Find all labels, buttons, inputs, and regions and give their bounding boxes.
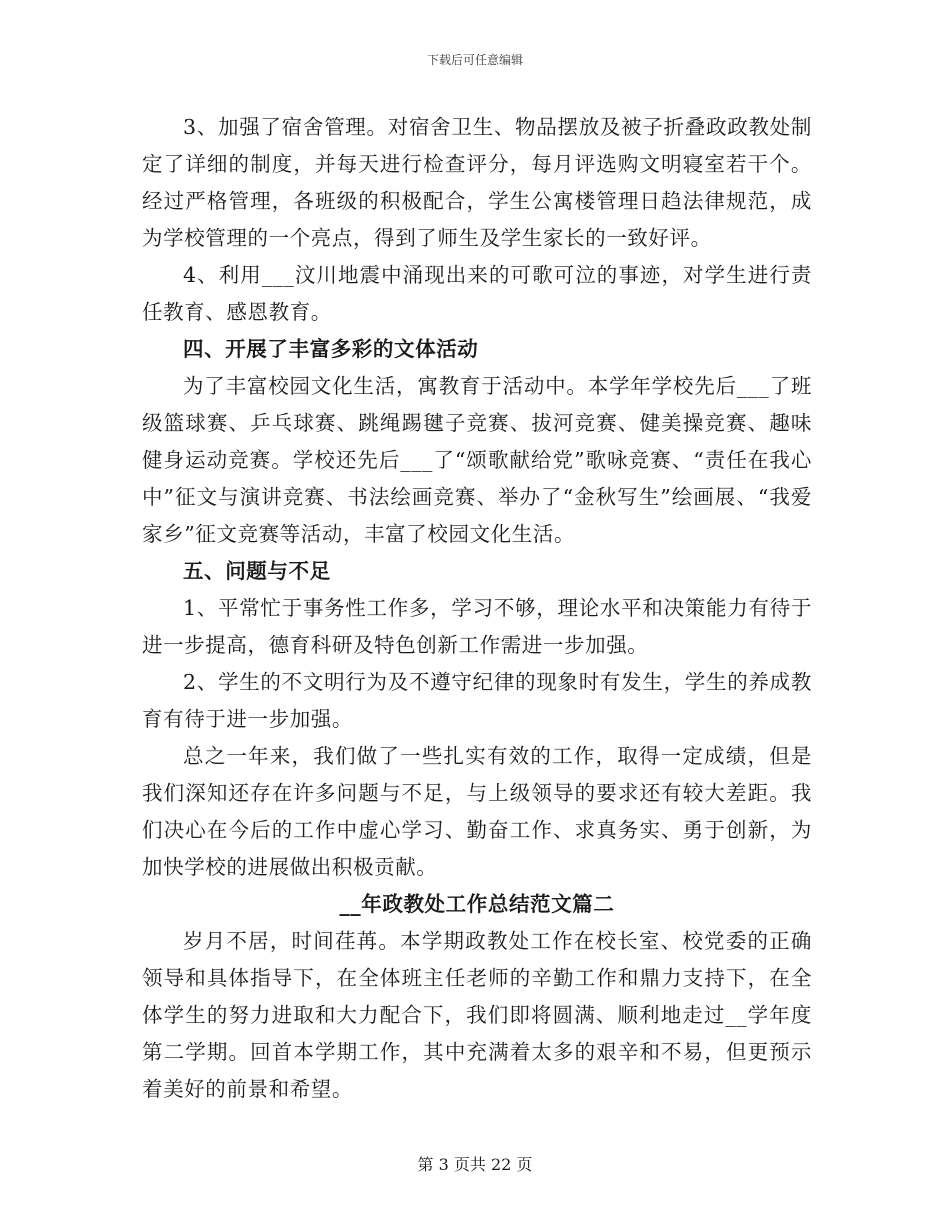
page-number: 第 3 页共 22 页 (417, 1155, 533, 1174)
page-header: 下载后可任意编辑 (426, 53, 523, 67)
article-title-part-two: __年政教处工作总结范文篇二 (339, 892, 615, 916)
paragraph-problem-1: 1、平常忙于事务性工作多，学习不够，理论水平和决策能力有待于进一步提高，德育科研及特色创新工作需进一步加强。 (142, 596, 812, 657)
paragraph-activities: 为了丰富校园文化生活，寓教育于活动中。本学年学校先后___了班级篮球赛、乒乓球赛、跳绳踢毽子竞赛、拔河竞赛、健美操竞赛、趣味健身运动竞赛。学校还先后___了“颂歌献给党”歌咏竞赛、“责任在我心中”征文与演讲竞赛、书法绘画竞赛、举办了“金秋写生”绘画展、“我爱家乡”征文竞赛等活动，丰富了校园文化生活。 (142, 374, 812, 546)
section-heading-problems: 五、问题与不足 (183, 559, 331, 583)
paragraph-earthquake-education: 4、利用___汶川地震中涌现出来的可歌可泣的事迹，对学生进行责任教育、感恩教育。 (142, 263, 812, 324)
section-heading-activities: 四、开展了丰富多彩的文体活动 (183, 337, 479, 361)
paragraph-conclusion: 总之一年来，我们做了一些扎实有效的工作，取得一定成绩，但是我们深知还存在许多问题与不足，与上级领导的要求还有较大差距。我们决心在今后的工作中虚心学习、勤奋工作、求真务实、勇于创新，为加快学校的进展做出积极贡献。 (142, 744, 812, 879)
paragraph-problem-2: 2、学生的不文明行为及不遵守纪律的现象时有发生，学生的养成教育有待于进一步加强。 (142, 670, 812, 731)
document-body (142, 109, 812, 1108)
paragraph-dorm-management: 3、加强了宿舍管理。对宿舍卫生、物品摆放及被子折叠政政教处制定了详细的制度，并每天进行检查评分，每月评选购文明寝室若干个。经过严格管理，各班级的积极配合，学生公寓楼管理日趋法律规范，成为学校管理的一个亮点，得到了师生及学生家长的一致好评。 (142, 115, 812, 250)
paragraph-part-two-intro: 岁月不居，时间荏苒。本学期政教处工作在校长室、校党委的正确领导和具体指导下，在全体班主任老师的辛勤工作和鼎力支持下，在全体学生的努力进取和大力配合下，我们即将圆满、顺利地走过__学年度第二学期。回首本学期工作，其中充满着太多的艰辛和不易，但更预示着美好的前景和希望。 (142, 929, 812, 1101)
